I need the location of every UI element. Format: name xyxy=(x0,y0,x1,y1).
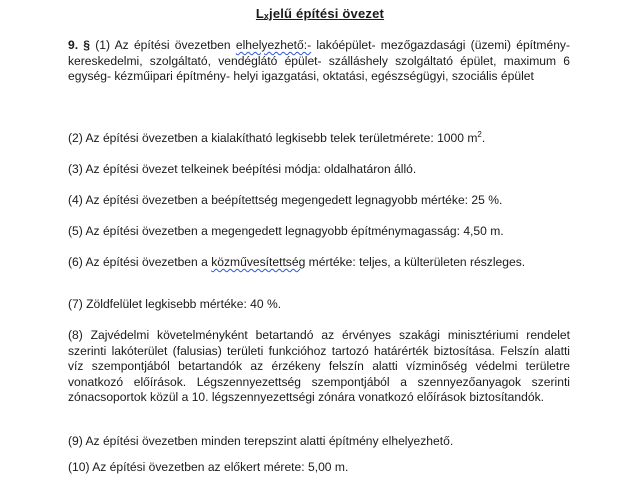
paragraph-1: 9. § (1) Az építési övezetben elhelyezhető:- lakóépület- mezőgazdasági (üzemi) építmény- kereskedelmi, szolgáltató, vendéglátó épület- szálláshely szolgáltató épület, maximum 6 egység- kézműipari építmény- helyi igazgatási, oktatási, egészségügyi, szociális épület xyxy=(68,38,570,83)
paragraph-8: (8) Zajvédelmi követelményként betartandó az érvényes szakági minisztériumi rendelet szerinti lakóterület (falusias) területi funkcióhoz tartozó határérték biztosítása. Felszín alatti víz szempontjából betartandók az érzékeny felszín alatti vízminőség védelmi területre vonatkozó előírások. Légszennyezettség szempontjából a szennyezőanyagok szerinti zónacsoportok közül a 10. légszennyezettségi zónára vonatkozó előírások biztosítandók. xyxy=(68,328,570,404)
paragraph-6: (6) Az építési övezetben a közművesítettség mértéke: teljes, a külterületen részleges. xyxy=(68,255,526,269)
paragraph-7: (7) Zöldfelület legkisebb mértéke: 40 %. xyxy=(68,297,282,311)
paragraph-5: (5) Az építési övezetben a megengedett legnagyobb építménymagasság: 4,50 m. xyxy=(68,224,504,238)
document-title: Lₓjelű építési övezet xyxy=(255,6,385,21)
paragraph-10: (10) Az építési övezetben az előkert mérete: 5,00 m. xyxy=(68,460,349,474)
paragraph-4: (4) Az építési övezetben a beépítettség megengedett legnagyobb mértéke: 25 %. xyxy=(68,193,503,207)
section-number: 9. § xyxy=(68,38,91,52)
paragraph-3: (3) Az építési övezet telkeinek beépítési módja: oldalhatáron álló. xyxy=(68,162,417,176)
spellcheck-flagged-word[interactable]: elhelyezhető:- xyxy=(235,38,312,52)
paragraph-9: (9) Az építési övezetben minden terepszint alatti építmény elhelyezhető. xyxy=(68,434,454,448)
paragraph-2: (2) Az építési övezetben a kialakítható legkisebb telek területmérete: 1000 $m^2$. xyxy=(68,129,486,145)
spellcheck-flagged-word[interactable]: közművesítettség xyxy=(211,255,306,269)
